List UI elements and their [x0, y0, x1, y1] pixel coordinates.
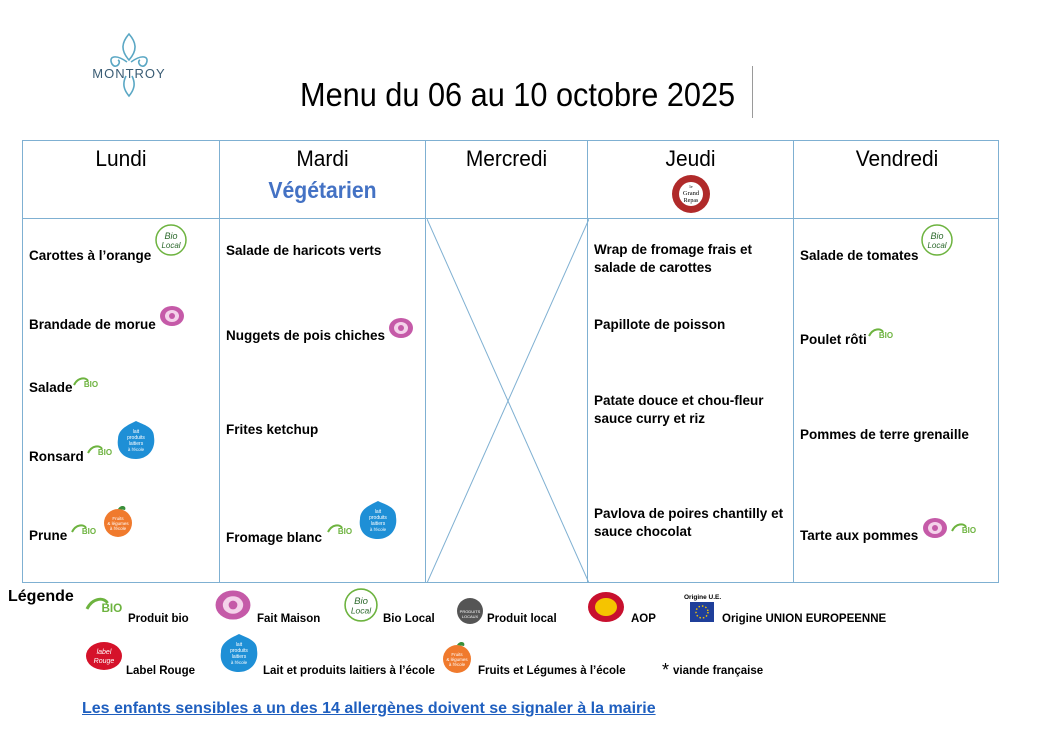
- bio-icon: [86, 443, 116, 459]
- vegetarian-label: Végétarien: [268, 177, 377, 203]
- svg-text:label: label: [96, 649, 112, 656]
- legend-label-bio-local: Bio Local: [383, 613, 435, 625]
- svg-text:Local: Local: [350, 605, 372, 616]
- bio-icon: [72, 375, 102, 391]
- svg-text:laitiers: laitiers: [128, 441, 144, 447]
- svg-text:lait: lait: [132, 429, 140, 435]
- svg-text:& légumes: & légumes: [107, 521, 129, 526]
- svg-text:LOCAUX: LOCAUX: [461, 614, 479, 619]
- svg-text:BIO: BIO: [81, 527, 97, 536]
- le-grand-repas-icon: [668, 174, 714, 214]
- day-header-mercredi: Mercredi: [465, 146, 548, 171]
- svg-text:Grand: Grand: [682, 190, 700, 197]
- legend-label-viande: viande française: [673, 665, 764, 677]
- svg-text:BIO: BIO: [83, 380, 99, 389]
- legend-label-aop: AOP: [631, 613, 656, 625]
- origine-ue-icon: [690, 602, 714, 622]
- svg-text:PRODUITS: PRODUITS: [459, 609, 481, 614]
- svg-text:BIO: BIO: [961, 526, 977, 535]
- bio-icon: [84, 594, 128, 618]
- svg-text:Bio: Bio: [164, 231, 178, 241]
- svg-text:laitiers: laitiers: [370, 521, 386, 527]
- svg-text:lait: lait: [374, 509, 382, 515]
- legend-title: Légende: [8, 588, 74, 605]
- legend-label-bio: Produit bio: [128, 613, 189, 625]
- svg-text:produits: produits: [230, 648, 248, 654]
- asterisk-symbol: *: [662, 660, 670, 680]
- dish-vendredi-2: Poulet rôti: [800, 332, 867, 347]
- legend-label-label-rouge: Label Rouge: [126, 665, 196, 677]
- dish-lundi-4: Ronsard: [29, 449, 84, 464]
- svg-text:Local: Local: [927, 241, 947, 250]
- column-divider: [425, 141, 426, 582]
- bio-local-icon: [344, 588, 378, 622]
- page-title: Menu du 06 au 10 octobre 2025: [300, 76, 736, 113]
- produit-local-icon: [455, 597, 485, 625]
- brand-name: MONTROY: [92, 66, 166, 81]
- svg-text:à l'école: à l'école: [230, 660, 248, 665]
- dish-jeudi-3: Patate douce et chou-fleur sauce curry et riz: [594, 393, 764, 426]
- dish-lundi-2: Brandade de morue: [29, 317, 156, 332]
- legend-label-lait: Lait et produits laitiers à l’école: [263, 665, 435, 677]
- dish-jeudi-4: Pavlova de poires chantilly et sauce chocolat: [594, 506, 784, 539]
- column-divider: [793, 141, 794, 582]
- no-meal-cross: [427, 219, 589, 583]
- svg-text:Fruits: Fruits: [451, 652, 463, 657]
- lait-ecole-icon: [114, 419, 158, 461]
- bio-local-icon: [155, 224, 187, 256]
- dish-lundi-5: Prune: [29, 528, 68, 543]
- svg-text:produits: produits: [127, 435, 145, 441]
- dish-vendredi-3: Pommes de terre grenaille: [800, 427, 969, 442]
- svg-text:à l'école: à l'école: [369, 527, 387, 532]
- origine-ue-caption: Origine U.E.: [684, 594, 722, 601]
- svg-text:BIO: BIO: [878, 331, 894, 340]
- fait-maison-icon: [159, 305, 185, 327]
- svg-text:Bio: Bio: [930, 231, 944, 241]
- legend-label-produit-local: Produit local: [487, 613, 557, 625]
- dish-mardi-2: Nuggets de pois chiches: [226, 328, 386, 343]
- lait-ecole-icon: [356, 499, 400, 541]
- dish-mardi-4: Fromage blanc: [226, 530, 323, 545]
- svg-text:produits: produits: [369, 515, 387, 521]
- dish-mardi-3: Frites ketchup: [226, 422, 319, 437]
- fleur-de-lis-icon: [86, 32, 172, 98]
- dish-lundi-3: Salade: [29, 380, 73, 395]
- dish-vendredi-1: Salade de tomates: [800, 248, 919, 263]
- svg-text:Rouge: Rouge: [93, 658, 115, 665]
- dish-vendredi-4: Tarte aux pommes: [800, 528, 919, 543]
- column-divider: [219, 141, 220, 582]
- bio-icon: [867, 326, 897, 342]
- dish-jeudi-1: Wrap de fromage frais et salade de carottes: [594, 242, 753, 275]
- bio-icon: [70, 522, 100, 538]
- label-rouge-icon: [84, 640, 124, 672]
- legend-label-fruits: Fruits et Légumes à l’école: [478, 665, 626, 677]
- fait-maison-icon: [922, 517, 948, 539]
- svg-text:BIO: BIO: [337, 527, 353, 536]
- divider: [752, 66, 753, 118]
- bio-icon: [326, 522, 356, 538]
- svg-text:à l'école: à l'école: [127, 447, 145, 452]
- svg-text:le: le: [689, 184, 693, 189]
- svg-text:Bio: Bio: [354, 595, 368, 607]
- dish-lundi-1: Carottes à l’orange: [29, 248, 152, 263]
- svg-text:Local: Local: [161, 241, 181, 250]
- svg-text:BIO: BIO: [97, 448, 113, 457]
- day-header-vendredi: Vendredi: [855, 146, 939, 171]
- allergen-note-link[interactable]: Les enfants sensibles a un des 14 allergènes doivent se signaler à la mairie: [82, 700, 656, 717]
- fruits-legumes-ecole-icon: [440, 640, 474, 674]
- aop-icon: [586, 590, 626, 624]
- fait-maison-icon: [213, 589, 253, 621]
- svg-text:& légumes: & légumes: [446, 657, 468, 662]
- bio-icon: [950, 521, 980, 537]
- lait-ecole-icon: [217, 632, 261, 674]
- fait-maison-icon: [388, 317, 414, 339]
- svg-text:lait: lait: [235, 642, 243, 648]
- svg-text:à l'école: à l'école: [448, 662, 466, 667]
- legend-label-fait-maison: Fait Maison: [257, 613, 321, 625]
- svg-text:Repas: Repas: [683, 198, 699, 204]
- menu-table: [22, 140, 999, 583]
- dish-mardi-1: Salade de haricots verts: [226, 243, 382, 258]
- day-header-lundi: Lundi: [95, 146, 147, 171]
- svg-text:à l'école: à l'école: [109, 526, 127, 531]
- svg-text:BIO: BIO: [101, 601, 123, 615]
- bio-local-icon: [921, 224, 953, 256]
- day-header-jeudi: Jeudi: [665, 146, 716, 171]
- dish-jeudi-2: Papillote de poisson: [594, 317, 726, 332]
- day-header-mardi: Mardi: [296, 146, 349, 171]
- svg-text:laitiers: laitiers: [231, 654, 247, 660]
- svg-text:Fruits: Fruits: [112, 516, 124, 521]
- legend-label-origine-ue: Origine UNION EUROPEENNE: [722, 613, 887, 625]
- fruits-legumes-ecole-icon: [101, 504, 135, 538]
